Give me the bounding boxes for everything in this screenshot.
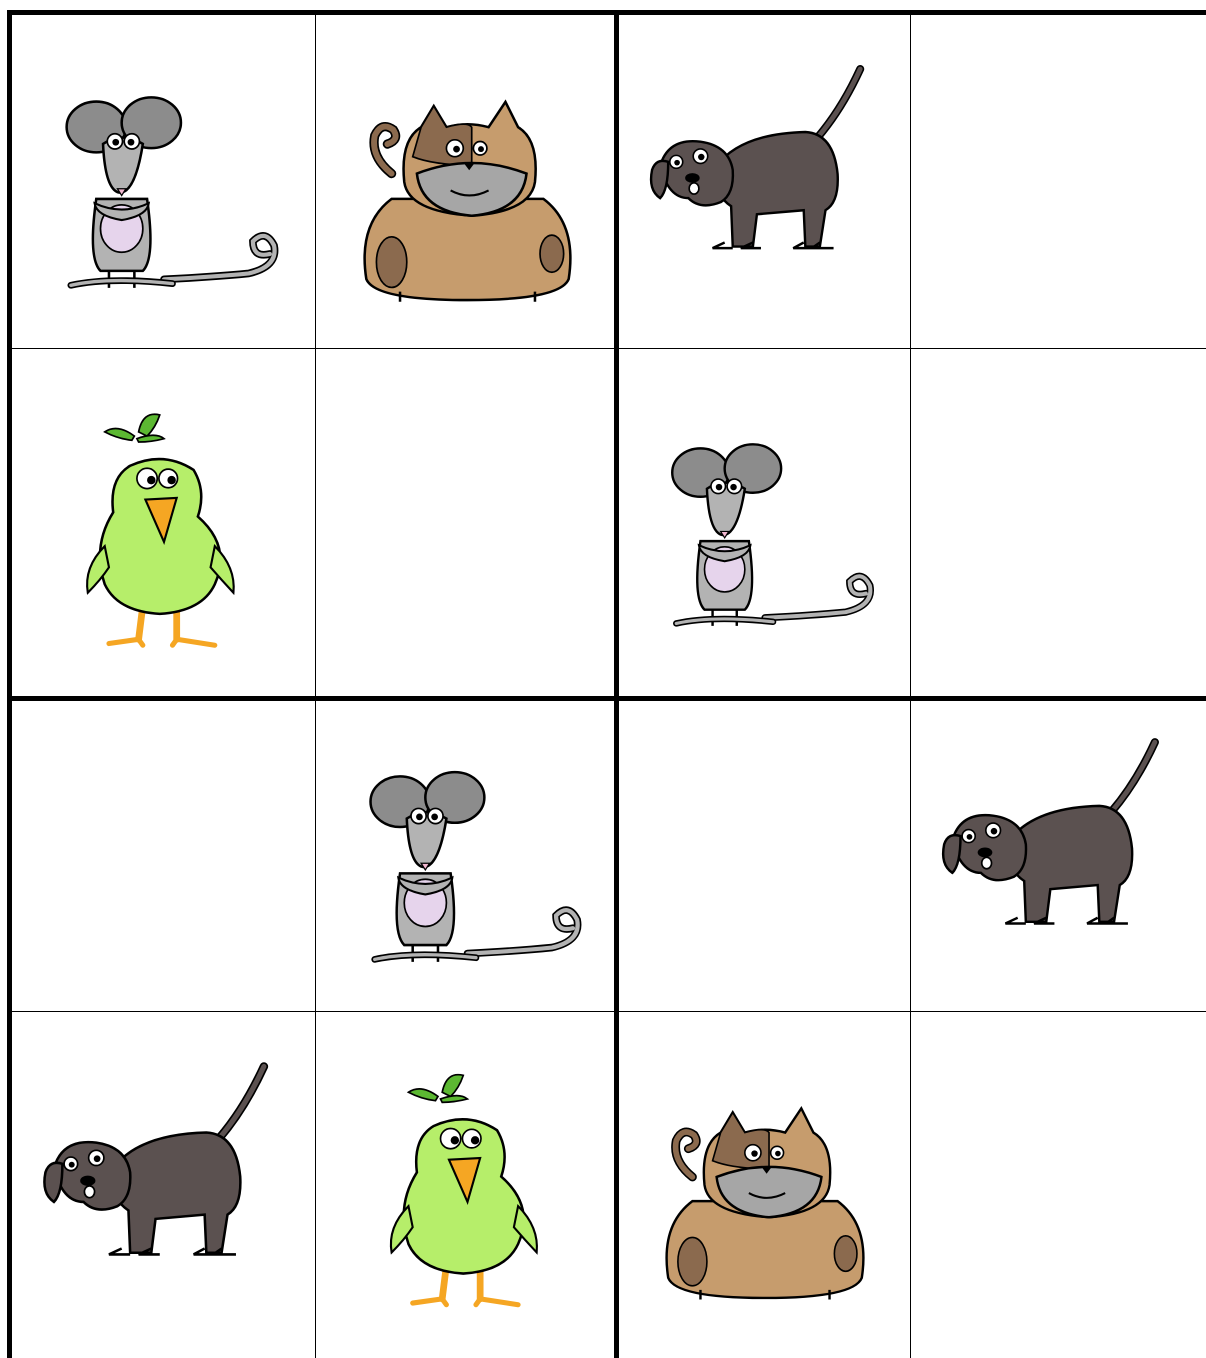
grid-box-divider-vertical — [614, 10, 619, 1358]
cat-icon — [644, 1037, 886, 1333]
grid-box-divider-horizontal — [7, 696, 1206, 701]
dog-icon — [37, 1037, 291, 1333]
cell-r1-c4[interactable] — [911, 15, 1206, 349]
cell-r1-c3[interactable] — [619, 15, 911, 349]
cell-r2-c1[interactable] — [12, 349, 316, 701]
cell-r4-c4[interactable] — [911, 1012, 1206, 1358]
cell-r2-c4[interactable] — [911, 349, 1206, 701]
cat-icon — [341, 40, 594, 324]
cell-r1-c1[interactable] — [12, 15, 316, 349]
dog-icon — [936, 726, 1181, 987]
cell-r4-c1[interactable] — [12, 1012, 316, 1358]
grid-line-thin-v3 — [910, 14, 911, 1358]
mouse-icon — [644, 374, 886, 676]
cell-r1-c2[interactable] — [316, 15, 619, 349]
cell-r2-c2[interactable] — [316, 349, 619, 701]
bird-icon — [37, 374, 291, 676]
grid-line-thin-v1 — [315, 14, 316, 1358]
cell-r3-c1[interactable] — [12, 701, 316, 1012]
dog-icon — [644, 40, 886, 324]
cell-r3-c2[interactable] — [316, 701, 619, 1012]
cell-r4-c3[interactable] — [619, 1012, 911, 1358]
mouse-icon — [37, 40, 291, 324]
cell-r2-c3[interactable] — [619, 349, 911, 701]
grid-line-thin-h1 — [10, 348, 1206, 349]
grid-border-left — [7, 10, 12, 1358]
mouse-icon — [341, 726, 594, 987]
grid-line-thin-h3 — [10, 1011, 1206, 1012]
bird-icon — [341, 1037, 594, 1333]
cell-r3-c4[interactable] — [911, 701, 1206, 1012]
cell-r4-c2[interactable] — [316, 1012, 619, 1358]
grid-border-top — [7, 10, 1206, 15]
cell-r3-c3[interactable] — [619, 701, 911, 1012]
